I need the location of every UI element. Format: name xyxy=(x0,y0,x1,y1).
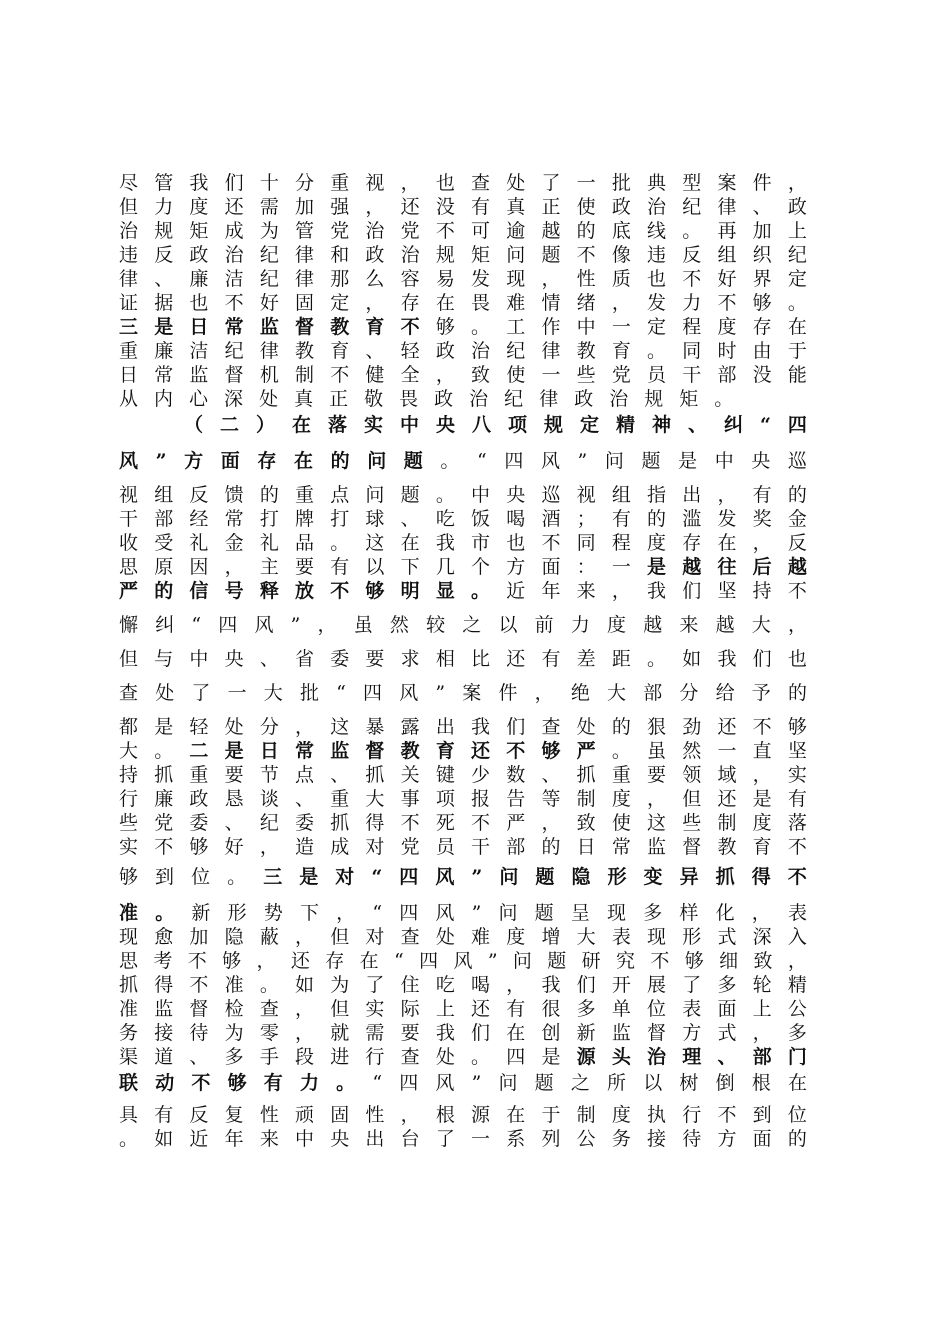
text-line: 些 党 委 、 纪 委 抓 得 不 死 不 严 ， 致 使 这 些 制 度 落 xyxy=(119,812,807,834)
text-line: 思 考 不 够 ， 还 存 在 “ 四 风 ” 问 题 研 究 不 够 细 致 ， xyxy=(119,950,807,972)
text-line: 大 。 二 是 日 常 监 督 教 育 还 不 够 严 。 虽 然 一 直 坚 xyxy=(119,740,807,762)
text-line: 但 与 中 央 、 省 委 要 求 相 比 还 有 差 距 。 如 我 们 也 xyxy=(119,648,807,670)
text-line: 视 组 反 馈 的 重 点 问 题 。 中 央 巡 视 组 指 出 ， 有 的 xyxy=(119,484,807,506)
text-line: 重 廉 洁 纪 律 教 育 、 轻 政 治 纪 律 教 育 。 同 时 由 于 xyxy=(119,340,807,362)
text-line: 证 据 也 不 好 固 定 ， 存 在 畏 难 情 绪 ， 发 力 不 够 。 xyxy=(119,292,807,314)
text-line: 思 原 因 ， 主 要 有 以 下 几 个 方 面 ： 一 是 越 往 后 越 xyxy=(119,556,807,578)
text-line: 抓 得 不 准 。 如 为 了 住 吃 喝 ， 我 们 开 展 了 多 轮 精 xyxy=(119,974,807,996)
text-line: 但 力 度 还 需 加 强 ， 还 没 有 真 正 使 政 治 纪 律 、 政 xyxy=(119,196,807,218)
text-line: 实 不 够 好 ， 造 成 对 党 员 干 部 的 日 常 监 督 教 育 不 xyxy=(119,836,807,858)
text-line: 风 ” 方 面 存 在 的 问 题 。 “ 四 风 ” 问 题 是 中 央 巡 xyxy=(119,450,807,472)
text-line: 准 。 新 形 势 下 ， “ 四 风 ” 问 题 呈 现 多 样 化 ， 表 xyxy=(119,902,807,924)
text-line: 务 接 待 为 零 ， 就 需 要 我 们 在 创 新 监 督 方 式 ， 多 xyxy=(119,1022,807,1044)
text-line: 现 愈 加 隐 蔽 ， 但 对 查 处 难 度 增 大 表 现 形 式 深 入 xyxy=(119,926,807,948)
text-line: 都 是 轻 处 分 ， 这 暴 露 出 我 们 查 处 的 狠 劲 还 不 够 xyxy=(119,716,807,738)
text-line: 行 廉 政 恳 谈 、 重 大 事 项 报 告 等 制 度 ， 但 还 是 有 xyxy=(119,788,807,810)
text-line: 日 常 监 督 机 制 不 健 全 ， 致 使 一 些 党 员 干 部 没 能 xyxy=(119,364,807,386)
text-line: 够 到 位 。 三 是 对 “ 四 风 ” 问 题 隐 形 变 异 抓 得 不 xyxy=(119,866,807,888)
text-line: （ 二 ） 在 落 实 中 央 八 项 规 定 精 神 、 纠 “ 四 xyxy=(184,414,807,436)
text-line: 严 的 信 号 释 放 不 够 明 显 。 近 年 来 ， 我 们 坚 持 不 xyxy=(119,580,807,602)
text-line: 三 是 日 常 监 督 教 育 不 够 。 工 作 中 一 定 程 度 存 在 xyxy=(119,316,807,338)
text-line: 具 有 反 复 性 顽 固 性 ， 根 源 在 于 制 度 执 行 不 到 位 xyxy=(119,1104,807,1126)
text-line: 持 抓 重 要 节 点 、 抓 关 键 少 数 、 抓 重 要 领 域 ， 实 xyxy=(119,764,807,786)
text-line: 收 受 礼 金 礼 品 。 这 在 我 市 也 不 同 程 度 存 在 ， 反 xyxy=(119,532,807,554)
text-line: 懈 纠 “ 四 风 ” ， 虽 然 较 之 以 前 力 度 越 来 越 大 ， xyxy=(119,614,807,636)
text-line: 律 、 廉 洁 纪 律 那 么 容 易 发 现 ， 性 质 也 不 好 界 定 xyxy=(119,268,807,290)
text-line: 准 监 督 检 查 ， 但 实 际 上 还 有 很 多 单 位 表 面 上 公 xyxy=(119,998,807,1020)
text-line: 渠 道 、 多 手 段 进 行 查 处 。 四 是 源 头 治 理 、 部 门 xyxy=(119,1046,807,1068)
text-line: 联 动 不 够 有 力 。 “ 四 风 ” 问 题 之 所 以 树 倒 根 在 xyxy=(119,1072,807,1094)
text-line: 查 处 了 一 大 批 “ 四 风 ” 案 件 ， 绝 大 部 分 给 予 的 xyxy=(119,682,807,704)
text-line: 尽 管 我 们 十 分 重 视 ， 也 查 处 了 一 批 典 型 案 件 ， xyxy=(119,172,807,194)
text-line: 违 反 政 治 纪 律 和 政 治 规 矩 问 题 不 像 违 反 组 织 纪 xyxy=(119,244,807,266)
text-line: 干 部 经 常 打 牌 打 球 、 吃 饭 喝 酒 ； 有 的 滥 发 奖 金 xyxy=(119,508,807,530)
text-line: 。 如 近 年 来 中 央 出 台 了 一 系 列 公 务 接 待 方 面 的 xyxy=(119,1128,807,1150)
text-line: 从 内 心 深 处 真 正 敬 畏 政 治 纪 律 政 治 规 矩 。 xyxy=(119,388,734,410)
text-line: 治 规 矩 成 为 管 党 治 党 不 可 逾 越 的 底 线 。 再 加 上 xyxy=(119,220,807,242)
